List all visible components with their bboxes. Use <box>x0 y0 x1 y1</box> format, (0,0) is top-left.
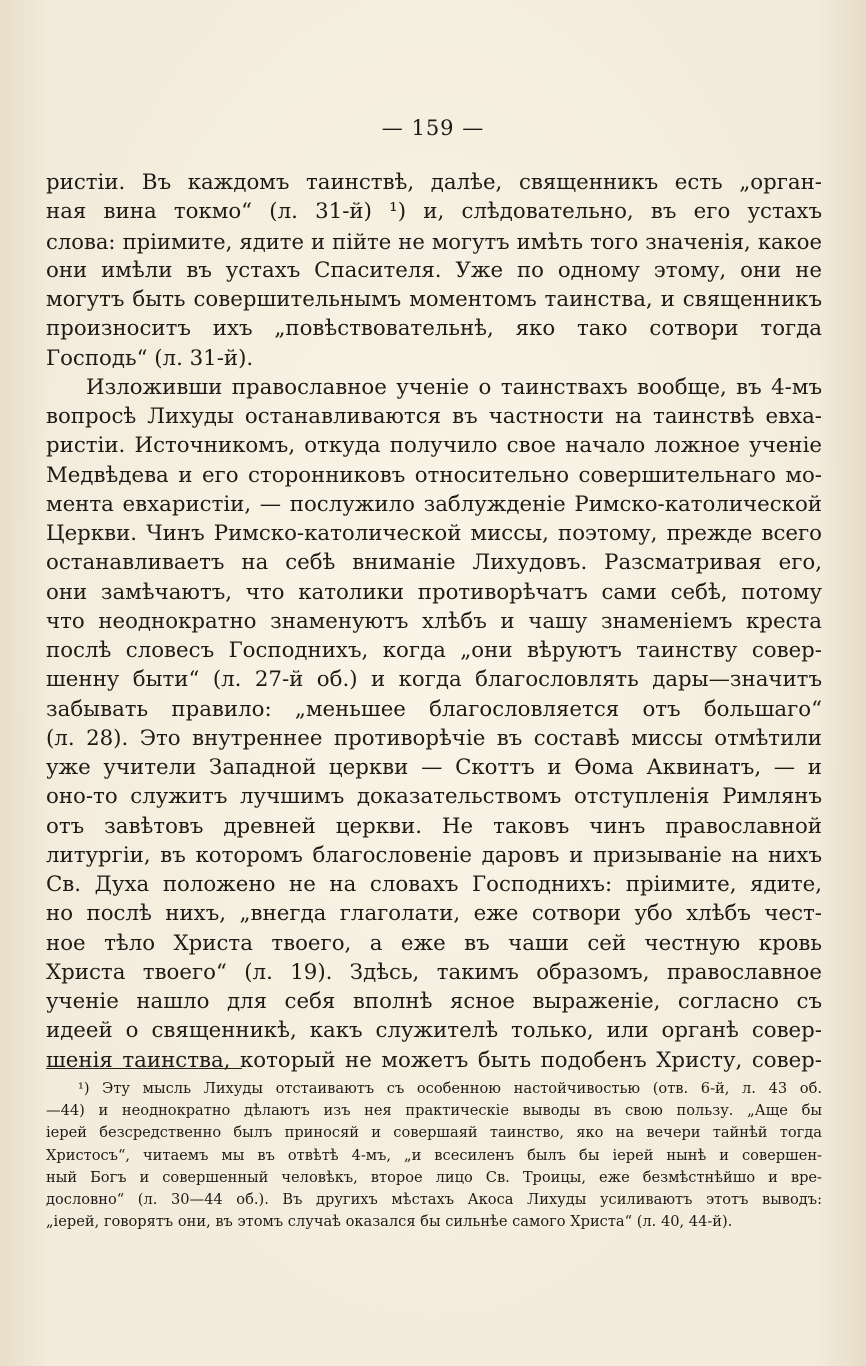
text-line: оно-то служитъ лучшимъ доказательствомъ отступленія Римлянъ <box>46 784 822 810</box>
footnote-line: —44) и неоднократно дѣлаютъ изъ нея практическіе выводы въ свою пользу. „Аще бы <box>46 1102 822 1120</box>
text-line: Св. Духа положено не на словахъ Господнихъ: пріимите, ядите, <box>46 872 822 897</box>
text-line: Изложивши православное ученіе о таинствахъ вообще, въ 4-мъ <box>86 374 822 400</box>
footnote-line: ¹) Эту мысль Лихуды отстаиваютъ съ особенною настойчивостью (отв. 6-й, л. 43 об. <box>78 1080 822 1097</box>
footnote-line: ный Богъ и совершенный человѣкъ, второе лицо Св. Троицы, еже безмѣстнѣйшо и вре- <box>46 1168 822 1186</box>
text-line: Медвѣдева и его сторонниковъ относительно совершительнаго мо- <box>46 462 822 488</box>
main-text <box>46 168 822 1075</box>
text-line: но послѣ нихъ, „внегда глаголати, еже сотвори убо хлѣбъ чест- <box>46 901 822 927</box>
text-line: идеей о священникѣ, какъ служителѣ только, или органѣ совер- <box>46 1018 822 1044</box>
text-line: литургіи, въ которомъ благословеніе даровъ и призываніе на нихъ <box>46 842 822 868</box>
footnote-divider <box>46 1068 242 1069</box>
text-line: уже учители Западной церкви — Скоттъ и Ѳома Аквинатъ, — и <box>46 755 822 780</box>
text-line: вопросѣ Лихуды останавливаются въ частности на таинствѣ евха- <box>46 404 822 429</box>
text-line: ное тѣло Христа твоего, а еже въ чаши сей честную кровь <box>46 930 822 956</box>
footnote-line: дословно“ (л. 30—44 об.). Въ другихъ мѣстахъ Акоса Лихуды усиливаютъ этотъ выводъ: <box>46 1190 822 1208</box>
text-line: Господь“ (л. 31-й). <box>46 345 254 371</box>
text-line: они имѣли въ устахъ Спасителя. Уже по одному этому, они не <box>46 257 822 283</box>
text-line: останавливаетъ на себѣ вниманіе Лихудовъ. Разсматривая его, <box>46 550 822 576</box>
text-line: (л. 28). Это внутреннее противорѣчіе въ составѣ миссы отмѣтили <box>46 725 822 751</box>
footnote-line: „іерей, говорятъ они, въ этомъ случаѣ оказался бы сильнѣе самого Христа“ (л. 40, 44-й). <box>46 1213 733 1231</box>
text-line: послѣ словесъ Господнихъ, когда „они вѣруютъ таинству совер- <box>46 638 822 663</box>
text-line: шенія таинства, который не можетъ быть подобенъ Христу, совер- <box>46 1047 822 1073</box>
text-line: что неоднократно знаменуютъ хлѣбъ и чашу знаменіемъ креста <box>46 608 822 634</box>
text-line: мента евхаристіи, — послужило заблужденіе Римско-католической <box>46 491 822 517</box>
text-line: забывать правило: „меньшее благословляется отъ большаго“ <box>46 696 822 722</box>
text-line: ная вина токмо“ (л. 31-й) ¹) и, слѣдовательно, въ его устахъ <box>46 199 822 225</box>
text-line: ристіи. Источникомъ, откуда получило свое начало ложное ученіе <box>46 433 822 459</box>
text-line: шенну быти“ (л. 27-й об.) и когда благословлять дары—значитъ <box>46 667 822 693</box>
footnote-line: Христосъ“, читаемъ мы въ отвѣтѣ 4-мъ, „и всесиленъ былъ бы іерей нынѣ и совершен- <box>46 1146 822 1164</box>
text-line: ученіе нашло для себя вполнѣ ясное выраженіе, согласно съ <box>46 989 822 1014</box>
text-line: Христа твоего“ (л. 19). Здѣсь, такимъ образомъ, православное <box>46 959 822 985</box>
text-line: Церкви. Чинъ Римско-католической миссы, поэтому, прежде всего <box>46 521 822 546</box>
footnote-line: іерей безсредственно былъ приносяй и совершаяй таинство, яко на вечери тайнѣй тогда <box>46 1124 822 1142</box>
text-line: слова: пріимите, ядите и пійте не могутъ имѣть того значенія, какое <box>46 228 822 254</box>
text-line: ристіи. Въ каждомъ таинствѣ, далѣе, священникъ есть „орган- <box>46 170 822 195</box>
page-number: — 159 — <box>381 116 485 140</box>
text-line: отъ завѣтовъ древней церкви. Не таковъ чинъ православной <box>46 813 822 839</box>
text-line: могутъ быть совершительнымъ моментомъ таинства, и священникъ <box>46 287 822 312</box>
footnote <box>46 1078 822 1233</box>
text-line: произноситъ ихъ „повѣствовательнѣ, яко тако сотвори тогда <box>46 316 822 342</box>
text-line: они замѣчаютъ, что католики противорѣчатъ сами себѣ, потому <box>46 579 822 605</box>
